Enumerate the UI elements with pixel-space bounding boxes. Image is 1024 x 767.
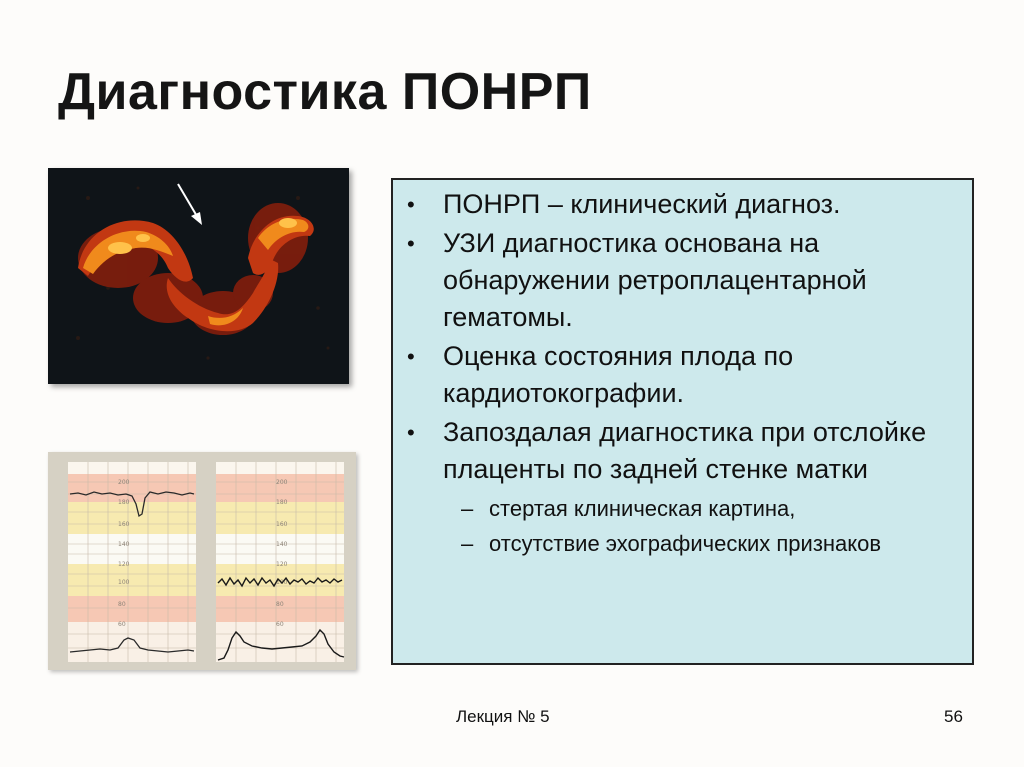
- dash-marker: –: [461, 496, 474, 521]
- bullet-item: [407, 414, 948, 558]
- footer-lecture: Лекция № 5: [456, 707, 550, 726]
- ctg-scale-label: 140: [276, 541, 288, 548]
- ctg-scale-label: 80: [276, 601, 284, 608]
- bullet-list: [407, 186, 948, 558]
- bullet-item: [407, 186, 948, 223]
- page-number: 56: [944, 707, 963, 726]
- bullet-text: ПОНРП – клинический диагноз.: [443, 189, 841, 219]
- ctg-scale-label: 60: [118, 621, 126, 628]
- sub-bullet-item: [443, 529, 948, 558]
- dash-marker: –: [461, 531, 474, 556]
- bullet-marker: •: [407, 420, 415, 445]
- ctg-scale-label: 200: [118, 479, 130, 486]
- sub-bullet-item: [443, 494, 948, 523]
- bullet-item: [407, 338, 948, 412]
- ctg-scale-label: 180: [276, 499, 288, 506]
- slide-title: Диагностика ПОНРП: [58, 63, 592, 121]
- ultrasound-image: [48, 168, 349, 384]
- bullet-text: УЗИ диагностика основана на обнаружении ретроплацентарной гематомы.: [443, 228, 867, 332]
- ctg-scale-label: 120: [276, 561, 288, 568]
- ctg-scale-label: 100: [276, 579, 288, 586]
- sub-bullet-text: стертая клиническая картина,: [489, 496, 796, 521]
- ctg-scale-label: 100: [118, 579, 130, 586]
- ctg-scale-label: 180: [118, 499, 130, 506]
- ctg-scale-label: 160: [276, 521, 288, 528]
- sub-bullet-list: [443, 494, 948, 558]
- ctg-tracing-image: [48, 452, 356, 670]
- ctg-scale-label: 120: [118, 561, 130, 568]
- bullet-marker: •: [407, 192, 415, 217]
- bullet-text: Оценка состояния плода по кардиотокографии.: [443, 341, 794, 408]
- bullet-marker: •: [407, 231, 415, 256]
- bullet-text: Запоздалая диагностика при отслойке плаценты по задней стенке матки: [443, 417, 927, 484]
- bullet-item: [407, 225, 948, 336]
- bullet-marker: •: [407, 344, 415, 369]
- ctg-scale-label: 160: [118, 521, 130, 528]
- info-box: [391, 178, 974, 665]
- ctg-scale-label: 200: [276, 479, 288, 486]
- ctg-scale-label: 140: [118, 541, 130, 548]
- sub-bullet-text: отсутствие эхографических признаков: [489, 531, 882, 556]
- ctg-scale-label: 60: [276, 621, 284, 628]
- ctg-scale-label: 80: [118, 601, 126, 608]
